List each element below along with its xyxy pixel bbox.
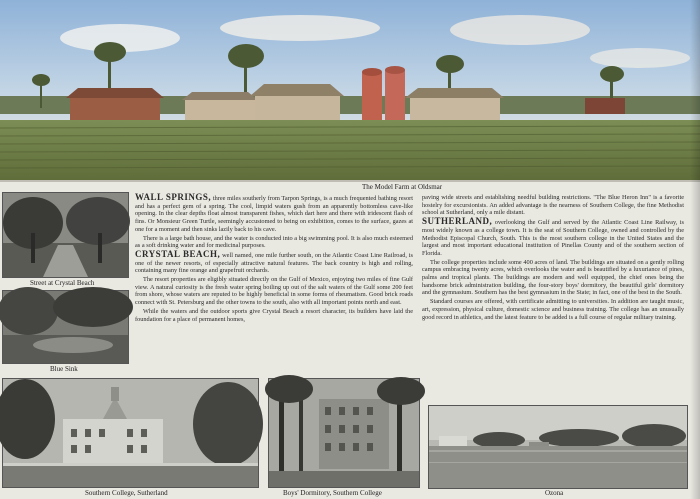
crystal-beach-photo — [2, 192, 129, 278]
southern-college-photo — [2, 378, 259, 488]
paragraph-crystal-beach-homes: While the waters and the outdoor sports give Crystal Beach a resort character, its builders have laid the foundation for a place of permanent homes, — [135, 307, 413, 323]
ozona-photo — [428, 405, 688, 489]
left-text-column — [135, 194, 413, 324]
model-farm-illustration — [0, 0, 700, 191]
paragraph-college-properties: The college properties include some 400 acres of land. The buildings are situated on a gently rolling campus embracing twenty acres, which overlooks the water and is beautified by a luxuriance of pines, palms and tropical plants. The buildings are modern and well equipped, the chief ones being the handsome brick administration building, the four-story boys' dormitory, the beautiful girls' dormitory and the gymnasium. Southern has the best gymnasium in the State; in fact, one of the best in the South. — [422, 258, 684, 297]
ozona-caption: Ozona — [545, 489, 564, 497]
paragraph-bath-house: There is a large bath house, and the water is conducted into a big swimming pool. It is also much esteemed as a soft drinking water and for medicinal purposes. — [135, 234, 413, 250]
blue-sink-photo — [2, 290, 129, 364]
heading-crystal-beach: CRYSTAL BEACH, — [135, 248, 221, 259]
paragraph-crystal-beach — [135, 248, 413, 275]
boys-dormitory-photo — [268, 378, 420, 488]
heading-wall-springs: WALL SPRINGS, — [135, 192, 212, 202]
heading-sutherland: SUTHERLAND, — [422, 216, 493, 227]
right-text-column — [422, 194, 684, 322]
model-farm-caption: The Model Farm at Oldsmar — [362, 183, 443, 191]
paragraph-courses: Standard courses are offered, with certificate admitting to universities. In addition are taught music, art, expression, physical culture, domestic science and business training. The college has an unusually good record in athletics, and the latest feature to be added is a full course of regular military training. — [422, 298, 684, 321]
blue-sink-caption: Blue Sink — [50, 365, 78, 373]
paragraph-blue-heron: paving wide streets and establishing needful building restrictions. "The Blue Heron Inn" is a favorite hostelry for excursionists. An added advantage is the nearness of Southern College, the fine Methodist school at Sutherland, only a mile distant. — [422, 194, 684, 217]
boys-dormitory-caption: Boys' Dormitory, Southern College — [283, 489, 382, 497]
paragraph-sutherland — [422, 218, 684, 258]
page-edge-shadow — [690, 0, 700, 499]
text-wall-springs: three miles southerly from Tarpon Springs, is a much frequented bathing resort and has a perfect gem of a spring. The cool, limpid waters gush from an apparently bottomless cave-like opening. In the clear depths float almost transparent fishes, which dart here and there with iridescent flash of fins. Or Monsieur Green Turtle, seemingly accustomed to being on exhibition, comes to the surface, gazes at one for a moment and then sinks lazily back to his cave. — [135, 195, 413, 233]
text-crystal-beach: well named, one mile further south, on the Atlantic Coast Line Railroad, is one of the newer resorts, of especially attractive natural features. The back country is high and rolling, containing many fine orange and grapefruit orchards. — [135, 251, 413, 275]
paragraph-resort-properties: The resort properties are eligibly situated directly on the Gulf of Mexico, enjoying two miles of fine Gulf view. A natural curiosity is the fresh water spring boiling up out of the salt waters of the Gulf some 200 feet from shore, whose waters are reputed to be highly beneficial in some forms of rheumatism. Good brick roads connect with St. Petersburg and the other towns to the south, also with all important points north and east. — [135, 276, 413, 307]
paragraph-wall-springs — [135, 194, 413, 234]
fold-line — [0, 180, 700, 182]
southern-college-caption: Southern College, Sutherland — [85, 489, 168, 497]
crystal-beach-caption: Street at Crystal Beach — [30, 279, 95, 287]
text-sutherland: overlooking the Gulf and served by the Atlantic Coast Line Railway, is most widely known as a college town. It is the seat of Southern College, owned and controlled by the Methodist Episcopal Church, South. This is the most southern college in the United States and the largest and most important educational institution of Pinellas County and of the southern section of Florida. — [422, 219, 684, 257]
